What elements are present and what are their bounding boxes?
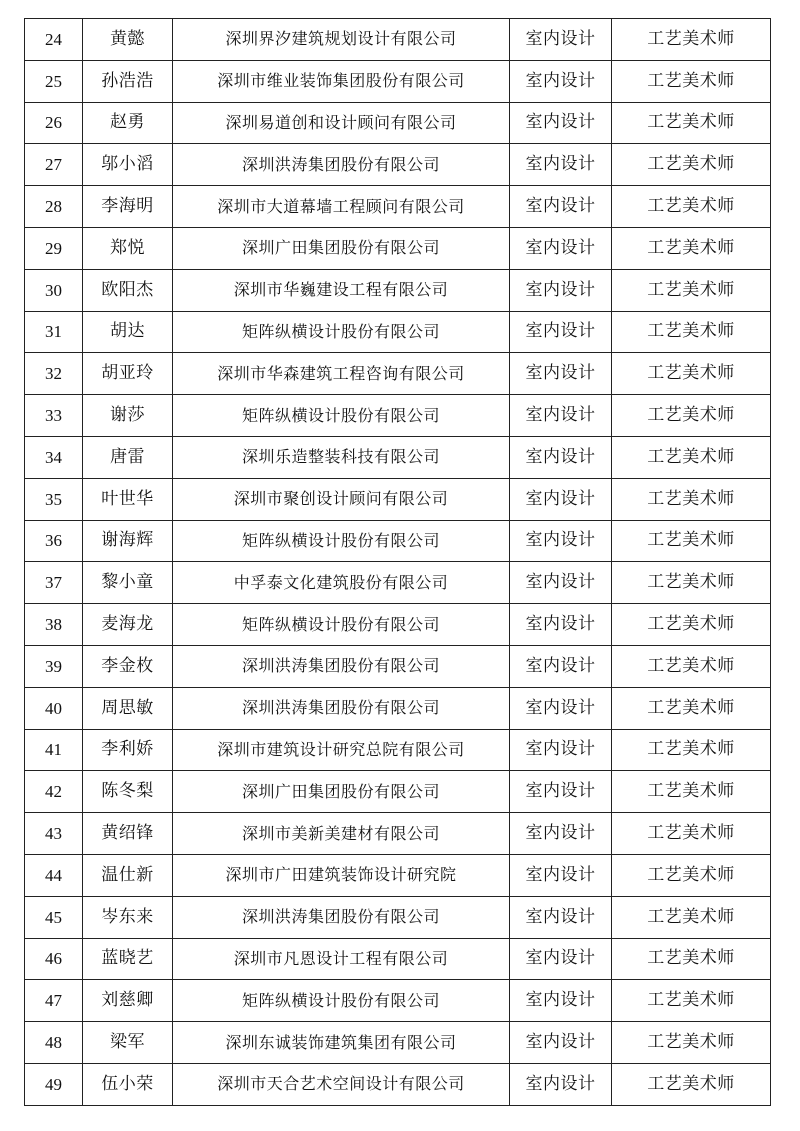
specialty-category: 室内设计 [510,436,612,478]
company-name: 深圳界汐建筑规划设计有限公司 [173,19,510,61]
person-name: 孙浩浩 [83,60,173,102]
professional-title: 工艺美术师 [612,19,771,61]
row-number: 32 [25,353,83,395]
row-number: 34 [25,436,83,478]
professional-title: 工艺美术师 [612,645,771,687]
specialty-category: 室内设计 [510,1063,612,1105]
table-row [25,687,771,729]
company-name: 深圳乐造整装科技有限公司 [173,436,510,478]
company-name: 深圳市美新美建材有限公司 [173,813,510,855]
table-row [25,102,771,144]
company-name: 中孚泰文化建筑股份有限公司 [173,562,510,604]
specialty-category: 室内设计 [510,771,612,813]
table-row [25,436,771,478]
table-row [25,60,771,102]
person-name: 李金枚 [83,645,173,687]
person-name: 伍小荣 [83,1063,173,1105]
professional-title: 工艺美术师 [612,687,771,729]
company-name: 深圳易道创和设计顾问有限公司 [173,102,510,144]
table-row [25,186,771,228]
company-name: 深圳市凡恩设计工程有限公司 [173,938,510,980]
row-number: 44 [25,854,83,896]
table-row [25,227,771,269]
person-name: 胡达 [83,311,173,353]
table-row [25,353,771,395]
company-name: 深圳东诚装饰建筑集团有限公司 [173,1022,510,1064]
professional-title: 工艺美术师 [612,436,771,478]
person-name: 胡亚玲 [83,353,173,395]
person-name: 黎小童 [83,562,173,604]
professional-title: 工艺美术师 [612,353,771,395]
specialty-category: 室内设计 [510,562,612,604]
table-row [25,19,771,61]
table-row [25,645,771,687]
person-name: 岑东来 [83,896,173,938]
company-name: 矩阵纵横设计股份有限公司 [173,604,510,646]
specialty-category: 室内设计 [510,102,612,144]
specialty-category: 室内设计 [510,60,612,102]
row-number: 49 [25,1063,83,1105]
table-row [25,604,771,646]
row-number: 26 [25,102,83,144]
person-name: 李利娇 [83,729,173,771]
row-number: 48 [25,1022,83,1064]
professional-title: 工艺美术师 [612,729,771,771]
table-row [25,854,771,896]
table-row [25,562,771,604]
row-number: 47 [25,980,83,1022]
row-number: 37 [25,562,83,604]
company-name: 深圳市华森建筑工程咨询有限公司 [173,353,510,395]
company-name: 深圳市华巍建设工程有限公司 [173,269,510,311]
specialty-category: 室内设计 [510,1022,612,1064]
row-number: 36 [25,520,83,562]
professional-title: 工艺美术师 [612,269,771,311]
person-name: 麦海龙 [83,604,173,646]
specialty-category: 室内设计 [510,186,612,228]
table-row [25,311,771,353]
person-name: 刘慈卿 [83,980,173,1022]
table-row [25,980,771,1022]
table-row [25,520,771,562]
specialty-category: 室内设计 [510,395,612,437]
specialty-category: 室内设计 [510,19,612,61]
row-number: 30 [25,269,83,311]
professional-title: 工艺美术师 [612,520,771,562]
row-number: 45 [25,896,83,938]
specialty-category: 室内设计 [510,687,612,729]
person-name: 叶世华 [83,478,173,520]
specialty-category: 室内设计 [510,269,612,311]
professional-title: 工艺美术师 [612,60,771,102]
specialty-category: 室内设计 [510,645,612,687]
table-row [25,269,771,311]
company-name: 深圳市建筑设计研究总院有限公司 [173,729,510,771]
professional-title: 工艺美术师 [612,102,771,144]
specialty-category: 室内设计 [510,478,612,520]
row-number: 29 [25,227,83,269]
company-name: 深圳洪涛集团股份有限公司 [173,896,510,938]
table-row [25,771,771,813]
roster-table [24,18,771,1106]
professional-title: 工艺美术师 [612,1063,771,1105]
person-name: 蓝晓艺 [83,938,173,980]
row-number: 27 [25,144,83,186]
professional-title: 工艺美术师 [612,311,771,353]
company-name: 深圳市天合艺术空间设计有限公司 [173,1063,510,1105]
company-name: 深圳洪涛集团股份有限公司 [173,144,510,186]
roster-table-body [25,19,771,1106]
professional-title: 工艺美术师 [612,144,771,186]
specialty-category: 室内设计 [510,729,612,771]
person-name: 唐雷 [83,436,173,478]
person-name: 黄绍锋 [83,813,173,855]
person-name: 赵勇 [83,102,173,144]
company-name: 矩阵纵横设计股份有限公司 [173,520,510,562]
row-number: 31 [25,311,83,353]
row-number: 24 [25,19,83,61]
company-name: 深圳广田集团股份有限公司 [173,771,510,813]
specialty-category: 室内设计 [510,353,612,395]
professional-title: 工艺美术师 [612,478,771,520]
table-row [25,395,771,437]
table-row [25,1022,771,1064]
person-name: 谢海辉 [83,520,173,562]
specialty-category: 室内设计 [510,854,612,896]
professional-title: 工艺美术师 [612,896,771,938]
person-name: 李海明 [83,186,173,228]
specialty-category: 室内设计 [510,311,612,353]
professional-title: 工艺美术师 [612,813,771,855]
company-name: 矩阵纵横设计股份有限公司 [173,980,510,1022]
row-number: 46 [25,938,83,980]
professional-title: 工艺美术师 [612,227,771,269]
roster-table-container [24,18,770,1106]
company-name: 深圳洪涛集团股份有限公司 [173,645,510,687]
person-name: 欧阳杰 [83,269,173,311]
specialty-category: 室内设计 [510,604,612,646]
table-row [25,729,771,771]
person-name: 黄懿 [83,19,173,61]
person-name: 温仕新 [83,854,173,896]
specialty-category: 室内设计 [510,813,612,855]
company-name: 深圳市聚创设计顾问有限公司 [173,478,510,520]
professional-title: 工艺美术师 [612,938,771,980]
row-number: 38 [25,604,83,646]
table-row [25,896,771,938]
row-number: 25 [25,60,83,102]
company-name: 深圳广田集团股份有限公司 [173,227,510,269]
professional-title: 工艺美术师 [612,1022,771,1064]
table-row [25,144,771,186]
row-number: 28 [25,186,83,228]
company-name: 深圳市维业装饰集团股份有限公司 [173,60,510,102]
person-name: 谢莎 [83,395,173,437]
row-number: 33 [25,395,83,437]
company-name: 矩阵纵横设计股份有限公司 [173,395,510,437]
specialty-category: 室内设计 [510,980,612,1022]
person-name: 梁军 [83,1022,173,1064]
company-name: 深圳洪涛集团股份有限公司 [173,687,510,729]
specialty-category: 室内设计 [510,896,612,938]
table-row [25,938,771,980]
specialty-category: 室内设计 [510,520,612,562]
row-number: 43 [25,813,83,855]
specialty-category: 室内设计 [510,144,612,186]
professional-title: 工艺美术师 [612,771,771,813]
row-number: 35 [25,478,83,520]
person-name: 郑悦 [83,227,173,269]
professional-title: 工艺美术师 [612,395,771,437]
company-name: 深圳市广田建筑装饰设计研究院 [173,854,510,896]
company-name: 矩阵纵横设计股份有限公司 [173,311,510,353]
person-name: 邬小滔 [83,144,173,186]
table-row [25,813,771,855]
professional-title: 工艺美术师 [612,854,771,896]
professional-title: 工艺美术师 [612,562,771,604]
professional-title: 工艺美术师 [612,186,771,228]
row-number: 41 [25,729,83,771]
specialty-category: 室内设计 [510,938,612,980]
row-number: 42 [25,771,83,813]
table-row [25,1063,771,1105]
person-name: 陈冬梨 [83,771,173,813]
professional-title: 工艺美术师 [612,980,771,1022]
specialty-category: 室内设计 [510,227,612,269]
row-number: 39 [25,645,83,687]
company-name: 深圳市大道幕墙工程顾问有限公司 [173,186,510,228]
professional-title: 工艺美术师 [612,604,771,646]
row-number: 40 [25,687,83,729]
person-name: 周思敏 [83,687,173,729]
table-row [25,478,771,520]
